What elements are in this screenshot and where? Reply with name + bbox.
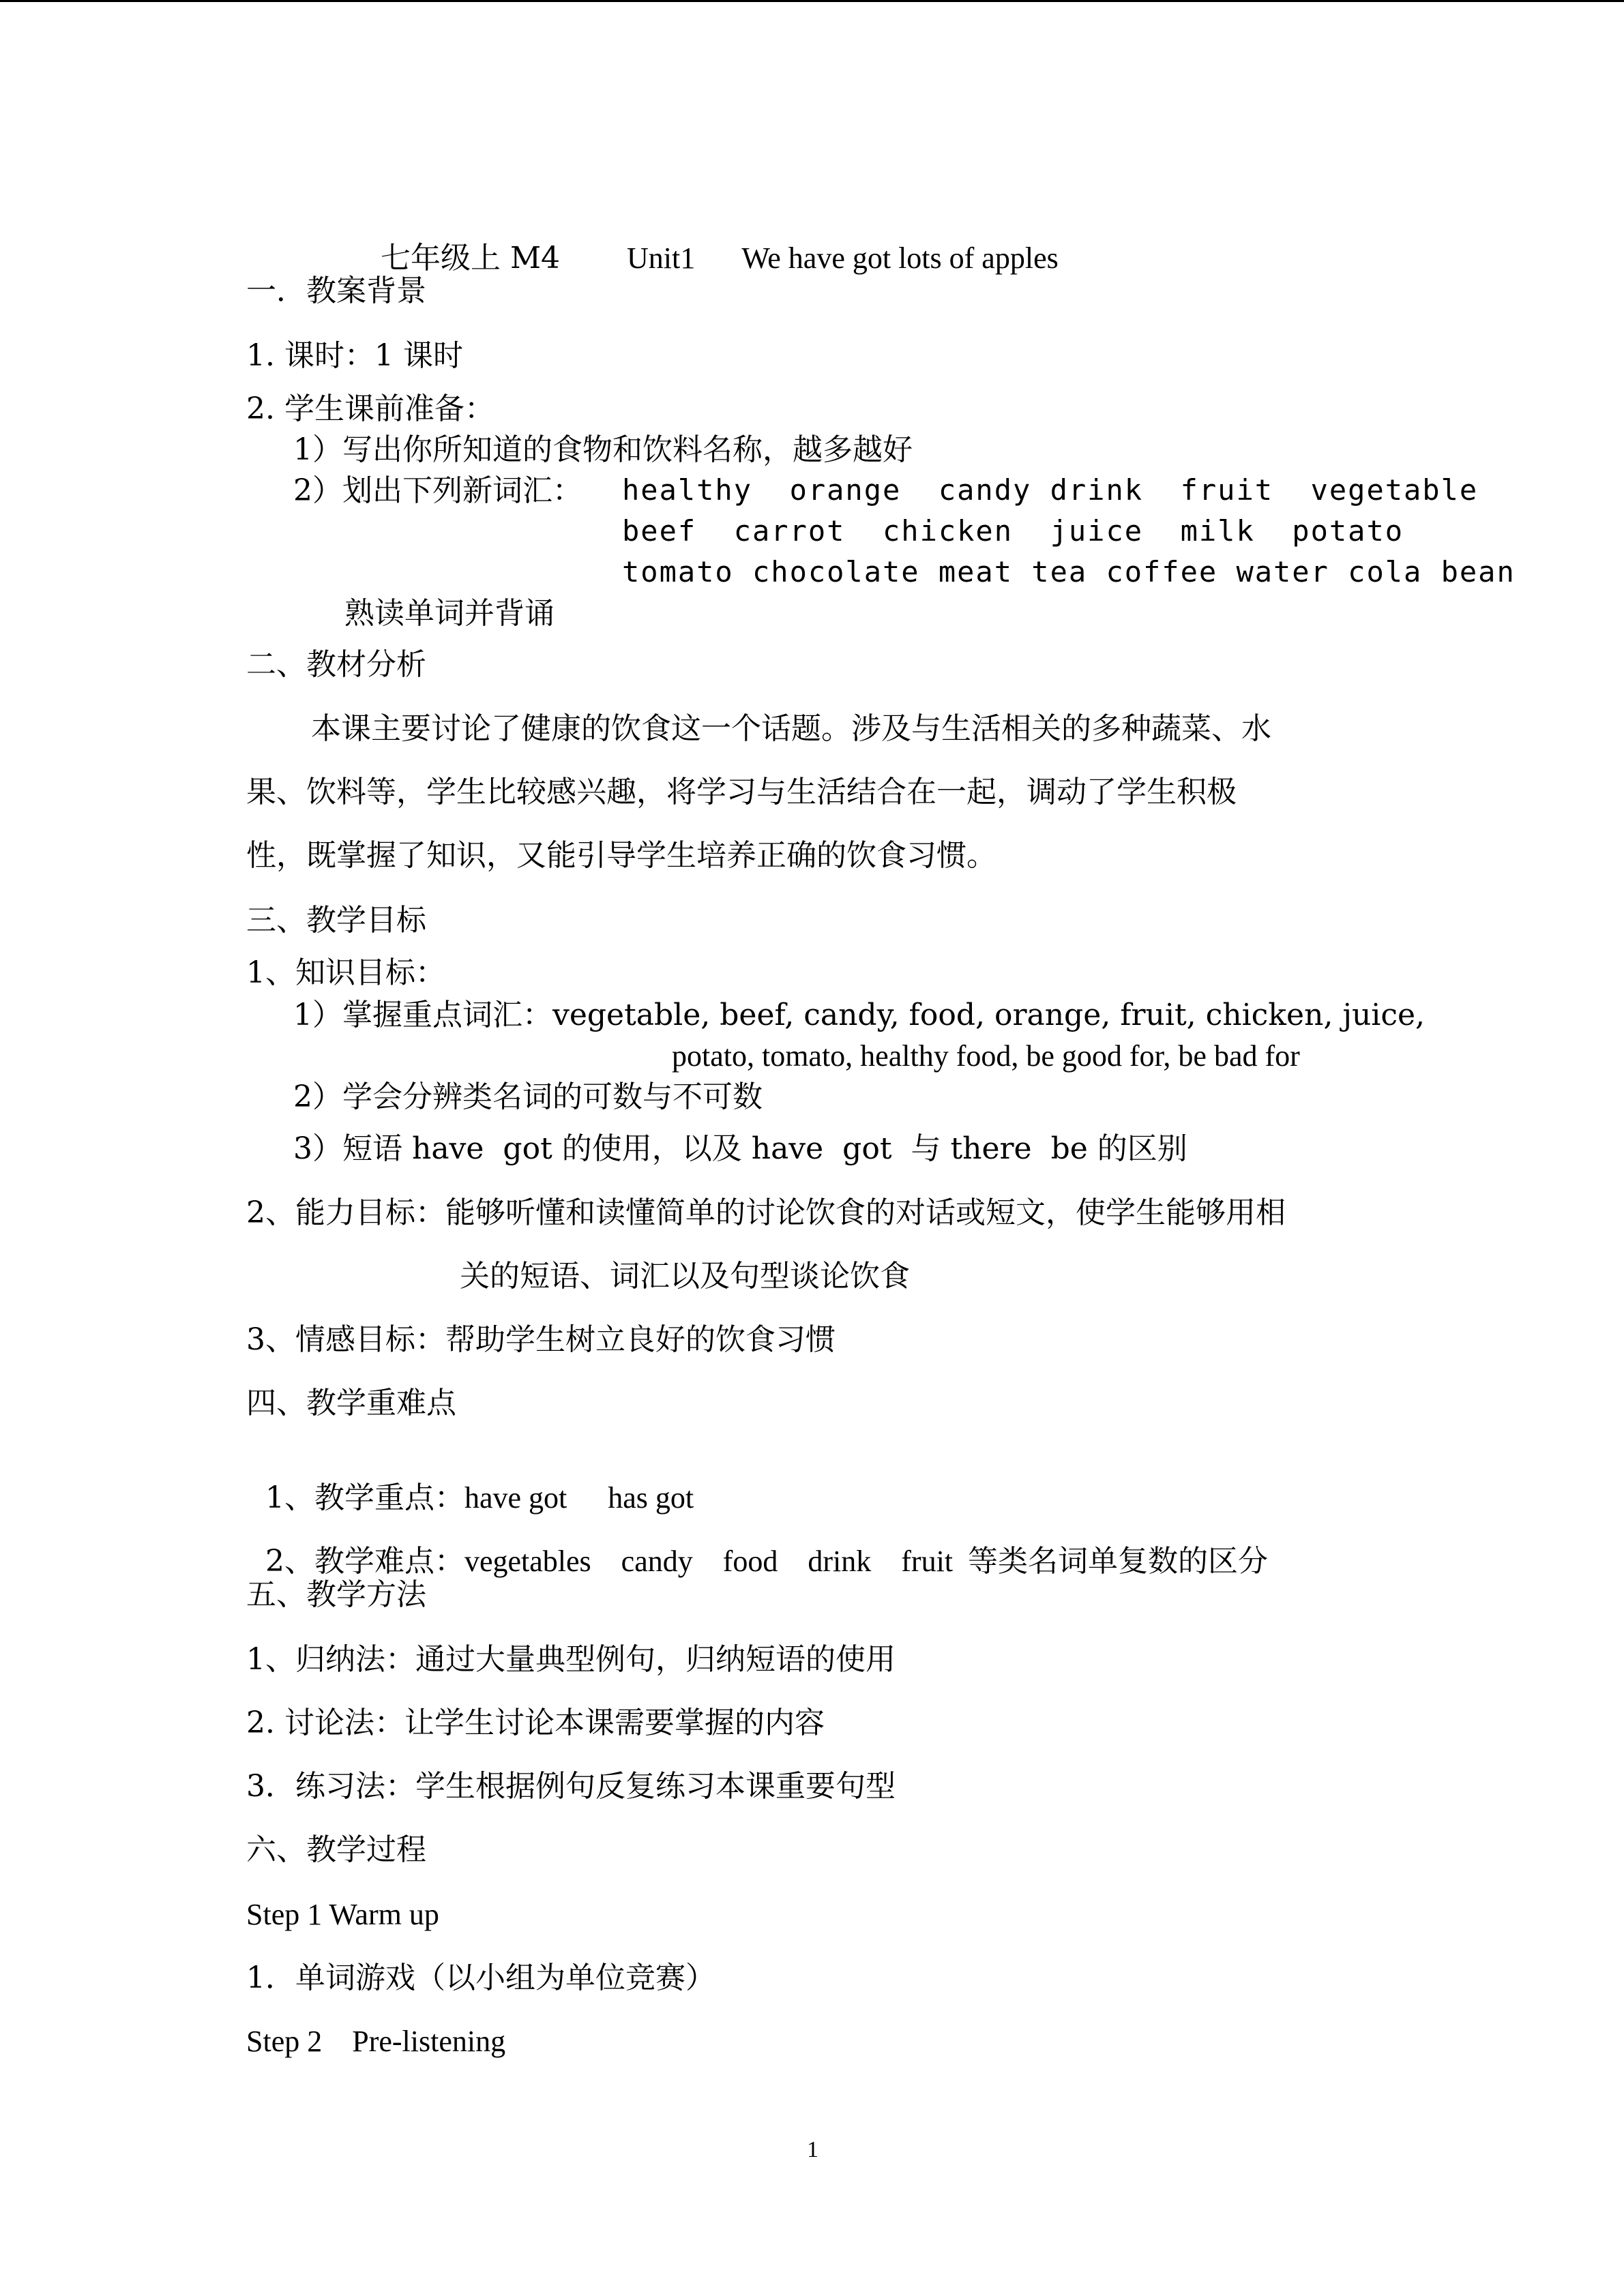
method-2: 2. 讨论法：让学生讨论本课需要掌握的内容 <box>246 1705 825 1740</box>
page-title <box>361 213 1059 273</box>
knowledge-item-1-line-1: 1）掌握重点词汇：vegetable, beef, candy, food, orange, fruit, chicken, juice, <box>293 998 1426 1032</box>
top-border <box>0 0 1624 2</box>
title-unit: Unit1 <box>627 241 696 275</box>
knowledge-item-1-line-2: potato, tomato, healthy food, be good for, be bad for <box>672 1039 1300 1073</box>
ability-objective-line-2: 关的短语、词汇以及句型谈论饮食 <box>460 1259 910 1294</box>
section-heading-analysis: 二、教材分析 <box>246 647 426 682</box>
analysis-line-3: 性，既掌握了知识，又能引导学生培养正确的饮食习惯。 <box>246 838 996 873</box>
vocab-line-1: healthy orange candy drink fruit vegetable <box>622 473 1479 507</box>
vocab-line-3: tomato chocolate meat tea coffee water cola bean <box>622 555 1516 588</box>
difficult-point-tail: 等类名词单复数的区分 <box>968 1544 1269 1579</box>
step-2-heading: Step 2 Pre-listening <box>246 2025 506 2058</box>
section-heading-background: 一．教案背景 <box>246 273 426 308</box>
key-point-line <box>246 1453 694 1513</box>
ability-objective-line-1: 2、能力目标：能够听懂和读懂简单的讨论饮食的对话或短文，使学生能够用相 <box>246 1195 1286 1230</box>
step-1-heading: Step 1 Warm up <box>246 1898 439 1931</box>
method-3: 3．练习法：学生根据例句反复练习本课重要句型 <box>246 1769 896 1804</box>
page-number: 1 <box>807 2137 818 2162</box>
knowledge-item-3: 3）短语 have got 的使用，以及 have got 与 there be 的区别 <box>293 1131 1187 1166</box>
method-1: 1、归纳法：通过大量典型例句，归纳短语的使用 <box>246 1642 896 1677</box>
student-prep-heading: 2. 学生课前准备： <box>246 391 494 426</box>
analysis-line-1: 本课主要讨论了健康的饮食这一个话题。涉及与生活相关的多种蔬菜、水 <box>311 711 1271 746</box>
lesson-duration: 1. 课时：1 课时 <box>246 338 463 373</box>
knowledge-item-2: 2）学会分辨类名词的可数与不可数 <box>293 1079 763 1114</box>
title-grade: 七年级上 M4 <box>380 241 561 275</box>
vocab-line-2: beef carrot chicken juice milk potato <box>622 514 1404 548</box>
difficult-point-line <box>246 1517 1268 1577</box>
step-1-item: 1．单词游戏（以小组为单位竞赛） <box>246 1960 715 1995</box>
analysis-line-2: 果、饮料等，学生比较感兴趣，将学习与生活结合在一起，调动了学生积极 <box>246 775 1237 809</box>
emotion-objective: 3、情感目标：帮助学生树立良好的饮食习惯 <box>246 1322 836 1357</box>
section-heading-objectives: 三、教学目标 <box>246 903 426 938</box>
prep-item-1: 1）写出你所知道的食物和饮料名称，越多越好 <box>293 432 913 467</box>
key-point-have-got: have got <box>464 1481 567 1515</box>
prep-item-2-label: 2）划出下列新词汇： <box>293 473 582 508</box>
difficult-point-words: vegetables candy food drink fruit <box>464 1545 954 1578</box>
key-point-has-got: has got <box>608 1481 694 1515</box>
knowledge-objective-label: 1、知识目标： <box>246 955 445 990</box>
title-lesson: We have got lots of apples <box>741 241 1059 275</box>
key-point-label: 1、教学重点： <box>265 1480 464 1515</box>
section-heading-methods: 五、教学方法 <box>246 1577 426 1612</box>
section-heading-key-points: 四、教学重难点 <box>246 1386 456 1420</box>
difficult-point-label: 2、教学难点： <box>265 1544 464 1579</box>
prep-item-3: 熟读单词并背诵 <box>344 596 555 631</box>
section-heading-process: 六、教学过程 <box>246 1832 426 1867</box>
